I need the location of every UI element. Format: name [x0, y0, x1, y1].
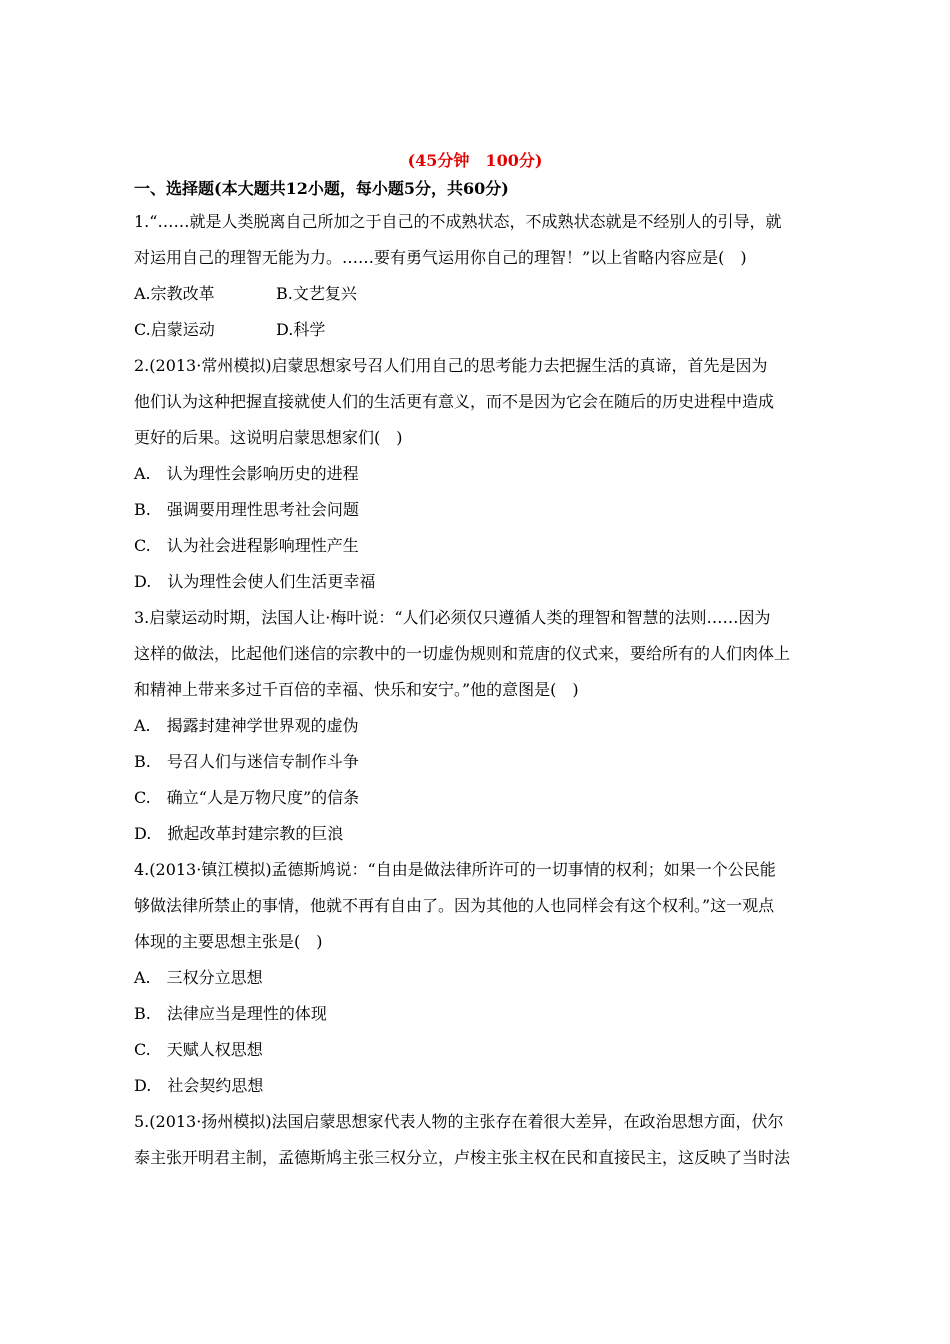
exam-time-score-header: (45分钟 100分): [407, 151, 543, 170]
section-title: 一、选择题(本大题共12小题，每小题5分，共60分): [134, 179, 509, 198]
question-text-line: 他们认为这种把握直接就使人们的生活更有意义，而不是因为它会在随后的历史进程中造成: [134, 392, 775, 411]
question-3: [134, 600, 824, 852]
option-a: A. 揭露封建神学世界观的虚伪: [134, 716, 359, 735]
option-b: B. 强调要用理性思考社会问题: [134, 500, 359, 519]
question-text-line: 1.“……就是人类脱离自己所加之于自己的不成熟状态，不成熟状态就是不经别人的引导，就: [134, 212, 782, 231]
question-text-line: 体现的主要思想主张是( ): [134, 932, 323, 951]
option-row: [134, 276, 824, 312]
question-text-line: 3.启蒙运动时期，法国人让·梅叶说：“人们必须仅只遵循人类的理智和智慧的法则……因为: [134, 608, 771, 627]
option-d: D. 掀起改革封建宗教的巨浪: [134, 824, 344, 843]
option-d: D. 认为理性会使人们生活更幸福: [134, 572, 376, 591]
option-c: C. 天赋人权思想: [134, 1040, 263, 1059]
option-b: B. 法律应当是理性的体现: [134, 1004, 327, 1023]
question-4: [134, 852, 824, 1104]
question-text-line: 够做法律所禁止的事情，他就不再有自由了。因为其他的人也同样会有这个权利。”这一观点: [134, 896, 775, 915]
option-a: A. 三权分立思想: [134, 968, 263, 987]
option-c: C.启蒙运动: [134, 320, 215, 339]
questions-list: [134, 204, 824, 1176]
option-d: D. 社会契约思想: [134, 1076, 264, 1095]
question-text-line: 5.(2013·扬州模拟)法国启蒙思想家代表人物的主张存在着很大差异，在政治思想方面，伏尔: [134, 1112, 784, 1131]
question-5: [134, 1104, 824, 1176]
question-text-line: 对运用自己的理智无能为力。……要有勇气运用你自己的理智！”以上省略内容应是( ): [134, 248, 747, 267]
question-text-line: 和精神上带来多过千百倍的幸福、快乐和安宁。”他的意图是( ): [134, 680, 579, 699]
option-b: B.文艺复兴: [276, 284, 357, 303]
option-a: A. 认为理性会影响历史的进程: [134, 464, 359, 483]
option-c: C. 确立“人是万物尺度”的信条: [134, 788, 360, 807]
question-text-line: 更好的后果。这说明启蒙思想家们( ): [134, 428, 403, 447]
question-1: [134, 204, 824, 348]
option-a: A.宗教改革: [134, 284, 215, 303]
question-text-line: 这样的做法，比起他们迷信的宗教中的一切虚伪规则和荒唐的仪式来，要给所有的人们肉体上: [134, 644, 791, 663]
question-text-line: 4.(2013·镇江模拟)孟德斯鸠说：“自由是做法律所许可的一切事情的权利；如果一个公民能: [134, 860, 776, 879]
option-b: B. 号召人们与迷信专制作斗争: [134, 752, 359, 771]
option-d: D.科学: [276, 320, 326, 339]
question-text-line: 2.(2013·常州模拟)启蒙思想家号召人们用自己的思考能力去把握生活的真谛，首先是因为: [134, 356, 768, 375]
question-2: [134, 348, 824, 600]
question-text-line: 泰主张开明君主制，孟德斯鸠主张三权分立，卢梭主张主权在民和直接民主，这反映了当时法: [134, 1148, 791, 1167]
option-row: [134, 312, 824, 348]
option-c: C. 认为社会进程影响理性产生: [134, 536, 359, 555]
